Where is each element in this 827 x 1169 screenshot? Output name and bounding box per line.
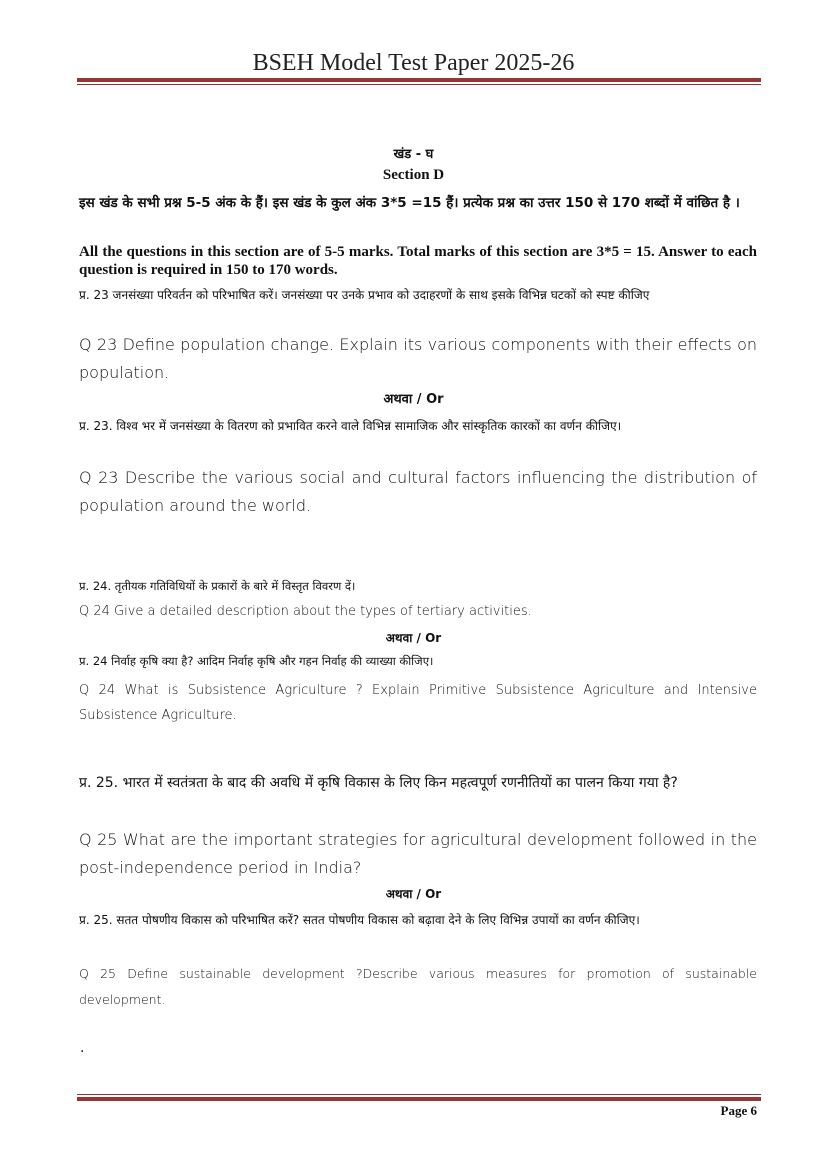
section-heading-hindi: खंड - घ	[393, 147, 434, 162]
page-header-title: BSEH Model Test Paper 2025-26	[252, 50, 575, 76]
q23-english: Q 23 Define population change. Explain its various components with their effects on population.	[79, 335, 757, 382]
q25-alt-hindi: प्र. 25. सतत पोषणीय विकास को परिभाषित करें? सतत पोषणीय विकास को बढ़ावा देने के लिए विभिन्न उपायों का वर्णन कीजिए।	[79, 913, 640, 927]
q24-english: Q 24 Give a detailed description about the types of tertiary activities.	[79, 604, 532, 619]
q23-alt-english: Q 23 Describe the various social and cultural factors influencing the distribution of population around the world.	[79, 468, 757, 515]
section-heading-english: Section D	[382, 167, 445, 183]
q23-or-label: अथवा / Or	[383, 392, 444, 407]
instructions-english: All the questions in this section are of 5-5 marks. Total marks of this section are 3*5 = 15. Answer to each question is required in 150 to 170 words.	[79, 244, 757, 278]
header-rule	[77, 78, 761, 82]
instructions-hindi: इस खंड के सभी प्रश्न 5-5 अंक के हैं। इस खंड के कुल अंक 3*5 =15 हैं। प्रत्येक प्रश्न का उत्तर 150 से 170 शब्दों में वांछित है ।	[79, 195, 740, 211]
q25-or-label: अथवा / Or	[385, 887, 442, 901]
page-number: Page 6	[720, 1103, 757, 1118]
footer-rule-thin	[77, 1094, 761, 1095]
q23-hindi: प्र. 23 जनसंख्या परिवर्तन को परिभाषित करें। जनसंख्या पर उनके प्रभाव को उदाहरणों के साथ इसके विभिन्न घटकों को स्पष्ट कीजिए	[79, 288, 650, 302]
q25-english: Q 25 What are the important strategies for agricultural development followed in the post-independence period in India?	[79, 830, 757, 877]
q23-alt-hindi: प्र. 23. विश्व भर में जनसंख्या के वितरण को प्रभावित करने वाले विभिन्न सामाजिक और सांस्कृतिक कारकों का वर्णन कीजिए।	[79, 419, 622, 433]
footer-rule	[77, 1097, 761, 1101]
q25-alt-english: Q 25 Define sustainable development ?Describe various measures for promotion of sustainable development.	[79, 966, 757, 1007]
header-rule-thin	[77, 84, 761, 85]
trailing-mark: .	[80, 1040, 85, 1056]
q24-hindi: प्र. 24. तृतीयक गतिविधियों के प्रकारों के बारे में विस्तृत विवरण दें।	[79, 579, 356, 593]
q24-or-label: अथवा / Or	[385, 631, 442, 645]
q25-hindi: प्र. 25. भारत में स्वतंत्रता के बाद की अवधि में कृषि विकास के लिए किन महत्वपूर्ण रणनीतियों का पालन किया गया है?	[79, 775, 678, 791]
q24-alt-hindi: प्र. 24 निर्वाह कृषि क्या है? आदिम निर्वाह कृषि और गहन निर्वाह की व्याख्या कीजिए।	[79, 654, 434, 668]
q24-alt-english: Q 24 What is Subsistence Agriculture ? Explain Primitive Subsistence Agriculture and Intensive Subsistence Agriculture.	[79, 683, 757, 723]
